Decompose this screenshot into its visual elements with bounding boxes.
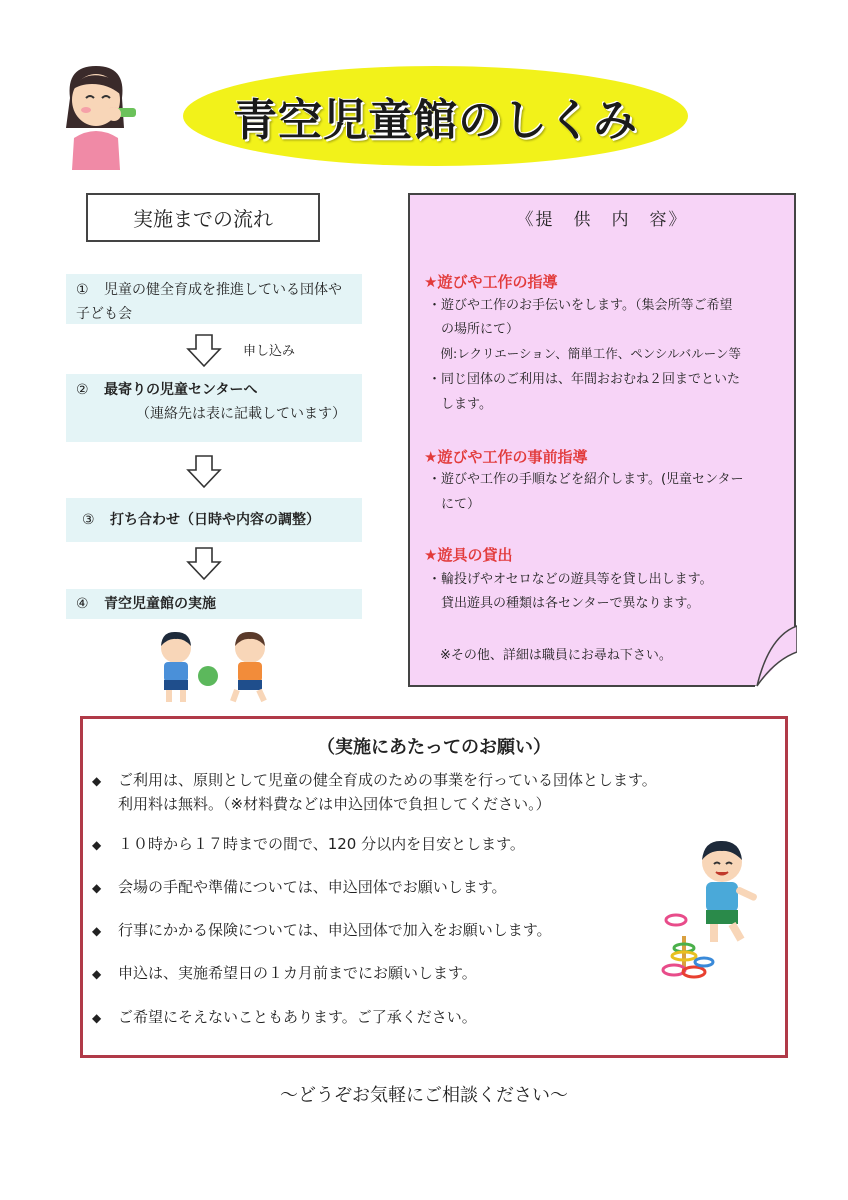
bullet-icon: ◆ xyxy=(92,967,102,981)
apply-label: 申し込み xyxy=(243,344,296,359)
bullet-icon: ◆ xyxy=(92,881,102,895)
flow-step-1 xyxy=(66,274,362,324)
boy-ring-toss-illustration xyxy=(660,836,770,980)
step-text: 青空児童館の実施 xyxy=(104,596,216,612)
step-number: ④ xyxy=(76,596,89,612)
offer-section-heading: ★遊びや工作の事前指導 xyxy=(424,448,588,466)
step-text-continued: 子ども会 xyxy=(76,306,132,322)
offer-line: します。 xyxy=(428,397,492,412)
request-item: 会場の手配や準備については、申込団体でお願いします。 xyxy=(118,878,507,896)
request-item: ご希望にそえないこともあります。ご了承ください。 xyxy=(118,1008,477,1026)
page-title: 青空児童館のしくみ xyxy=(233,95,638,146)
bullet-icon: ◆ xyxy=(92,924,102,938)
offer-line: ・遊びや工作の手順などを紹介します。(児童センター xyxy=(428,472,744,487)
request-title: （実施にあたってのお願い） xyxy=(317,737,551,758)
offer-title: 《提 供 内 容》 xyxy=(516,210,688,230)
girl-whistle-illustration xyxy=(52,58,152,174)
offer-line: 例:レクリエーション、簡単工作、ペンシルバルーン等 xyxy=(428,346,741,361)
title-banner xyxy=(183,66,688,166)
flow-step-3 xyxy=(66,498,362,542)
step-number: ③ xyxy=(82,512,95,528)
down-arrow-icon xyxy=(186,334,222,368)
offer-line: ・同じ団体のご利用は、年間おおむね２回までといた xyxy=(428,372,741,387)
request-item: 申込は、実施希望日の１カ月前までにお願いします。 xyxy=(118,964,477,982)
offer-line: ・遊びや工作のお手伝いをします。（集会所等ご希望 xyxy=(428,298,733,313)
offer-line: にて） xyxy=(428,497,481,512)
request-item: 行事にかかる保険については、申込団体で加入をお願いします。 xyxy=(118,921,552,939)
step-number: ① xyxy=(76,282,89,298)
bullet-icon: ◆ xyxy=(92,1011,102,1025)
offer-line: の場所にて） xyxy=(428,322,520,337)
request-item-continued: 利用料は無料。（※材料費などは申込団体で負担してください。） xyxy=(118,795,551,813)
step-number: ② xyxy=(76,382,89,398)
footer-message: ～どうぞお気軽にご相談ください～ xyxy=(280,1085,568,1106)
flow-step-4 xyxy=(66,589,362,619)
offer-note: ※その他、詳細は職員にお尋ね下さい。 xyxy=(440,648,672,663)
step-text-continued: （連絡先は表に記載しています） xyxy=(136,406,346,422)
down-arrow-icon xyxy=(186,547,222,581)
flow-step-2 xyxy=(66,374,362,442)
flow-heading: 実施までの流れ xyxy=(86,193,320,242)
bullet-icon: ◆ xyxy=(92,774,102,788)
request-item: ご利用は、原則として児童の健全育成のための事業を行っている団体とします。 xyxy=(118,771,657,789)
step-text: 最寄りの児童センターへ xyxy=(104,382,258,398)
offer-line: 貸出遊具の種類は各センターで異なります。 xyxy=(428,596,700,611)
offer-line: ・輪投げやオセロなどの遊具等を貸し出します。 xyxy=(428,572,713,587)
down-arrow-icon xyxy=(186,455,222,489)
step-text: 打ち合わせ（日時や内容の調整） xyxy=(110,512,320,528)
kids-playing-ball-illustration xyxy=(150,628,286,708)
offer-section-heading: ★遊具の貸出 xyxy=(424,546,513,564)
request-item: １０時から１７時までの間で、120 分以内を目安とします。 xyxy=(118,835,525,853)
step-text: 児童の健全育成を推進している団体や xyxy=(104,282,342,298)
offer-section-heading: ★遊びや工作の指導 xyxy=(424,273,558,291)
bullet-icon: ◆ xyxy=(92,838,102,852)
